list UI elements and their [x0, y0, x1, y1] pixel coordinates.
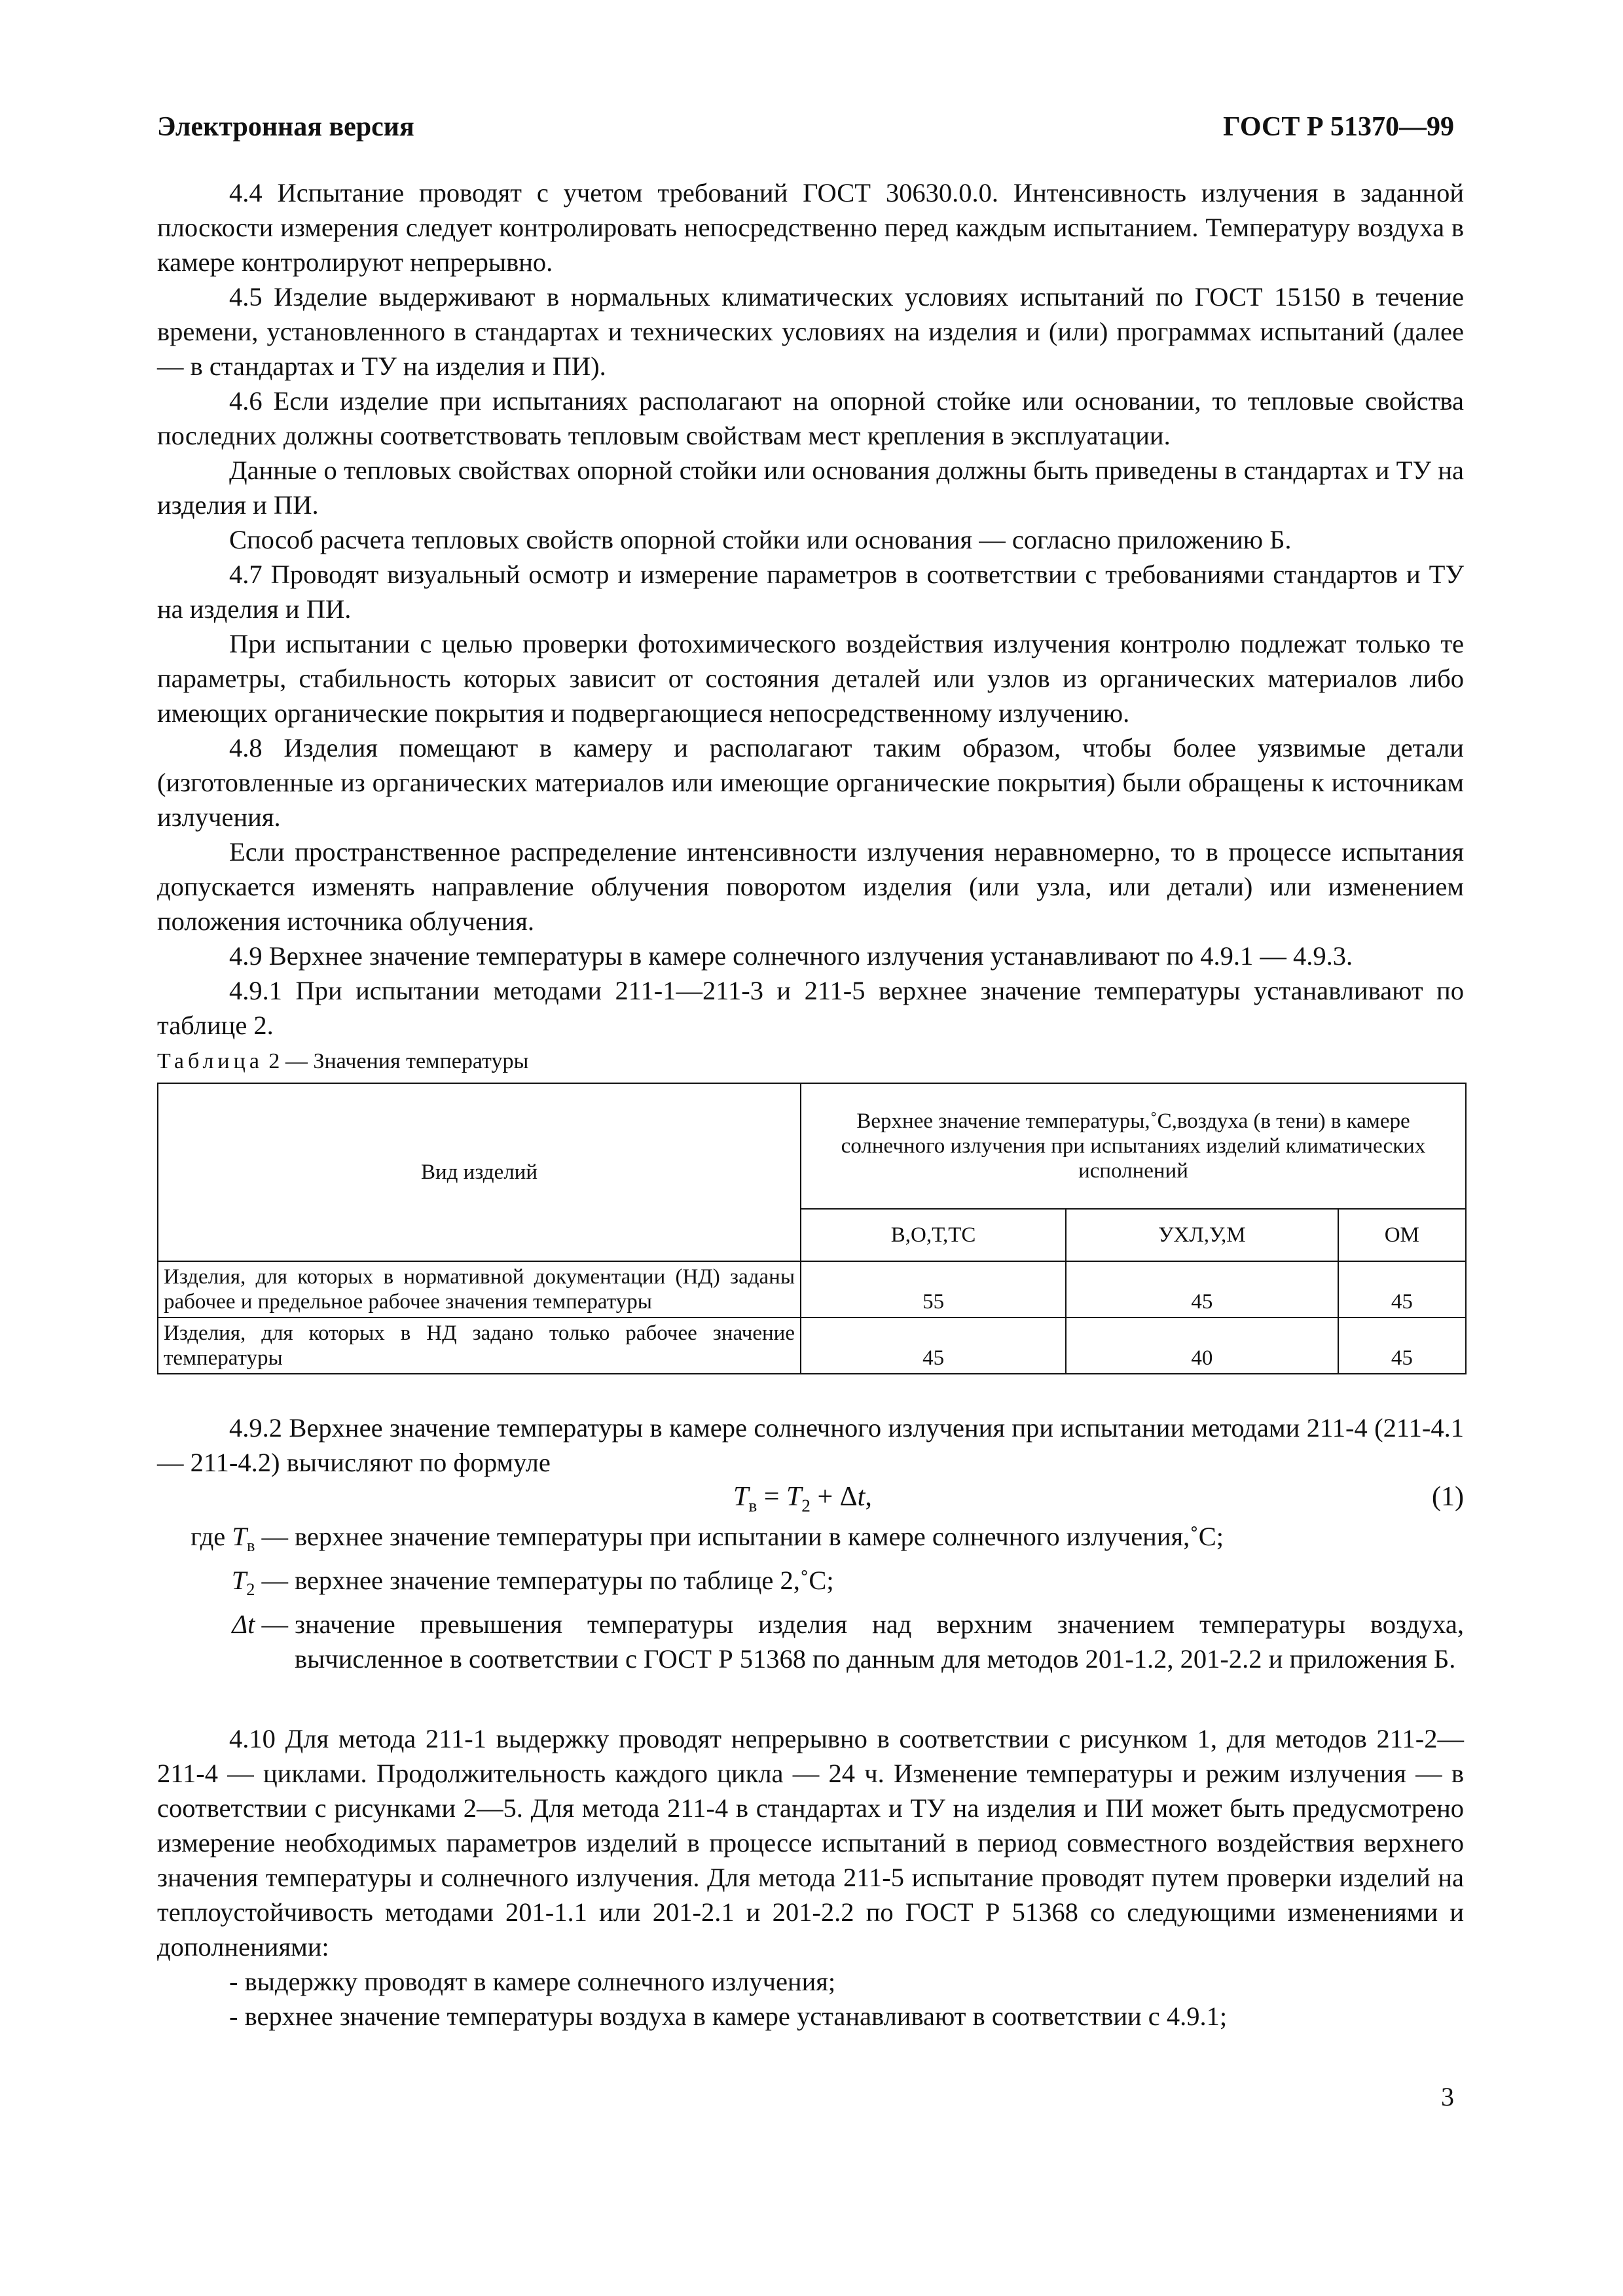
table-caption-word: Таблица	[157, 1049, 263, 1073]
text-block-top	[157, 175, 1464, 1043]
list-item: - выдержку проводят в камере солнечного излучения;	[229, 1967, 836, 1996]
row-kind: Изделия, для которых в нормативной документации (НД) заданы рабочее и предельное рабочее значения температуры	[158, 1261, 801, 1318]
where-text: значение превышения температуры изделия над верхним значением температуры воздуха, вычисленное в соответствии с ГОСТ Р 51368 по данным для методов 201-1.2, 201-2.2 и приложения Б.	[295, 1609, 1464, 1674]
row-value: 45	[801, 1318, 1066, 1374]
header-climate-col: УХЛ,У,М	[1066, 1209, 1338, 1261]
paragraph: 4.5 Изделие выдерживают в нормальных климатических условиях испытаний по ГОСТ 15150 в течение времени, установленного в стандартах и технических условиях на изделия и (или) программах испытаний (далее — в стандартах и ТУ на изделия и ПИ).	[157, 282, 1464, 381]
row-value: 40	[1066, 1318, 1338, 1374]
table-row	[158, 1261, 1466, 1318]
where-prefix: где	[191, 1522, 226, 1551]
formula-expression: $T_в = T_2 + \Delta t$,	[733, 1482, 872, 1516]
row-kind: Изделия, для которых в НД задано только рабочее значение температуры	[158, 1318, 801, 1374]
row-value: 45	[1338, 1318, 1466, 1374]
header-left: Электронная версия	[157, 112, 414, 142]
paragraph: 4.10 Для метода 211-1 выдержку проводят непрерывно в соответствии с рисунком 1, для методов 211-2—211-4 — циклами. Продолжительность каждого цикла — 24 ч. Изменение температуры и режим излучения — в соответствии с рисунками 2—5. Для метода 211-4 в стандартах и ТУ на изделия и ПИ может быть предусмотрено измерение необходимых параметров изделий в процессе испытаний в период совместного воздействия верхнего значения температуры и солнечного излучения. Для метода 211-5 испытание проводят путем проверки изделий на теплоустойчивость методами 201-1.1 или 201-2.1 и 201-2.2 по ГОСТ Р 51368 со следующими изменениями и дополнениями:	[157, 1724, 1464, 1962]
where-text: верхнее значение температуры при испытании в камере солнечного излучения,˚С;	[295, 1522, 1224, 1551]
page-number: 3	[1441, 2082, 1454, 2111]
paragraph: Если пространственное распределение интенсивности излучения неравномерно, то в процессе испытания допускается изменять направление облучения поворотом изделия (или узла, или детали) или изменением положения источника облучения.	[157, 837, 1464, 936]
paragraph: 4.9.2 Верхнее значение температуры в камере солнечного излучения при испытании методами 211-4 (211-4.1 — 211-4.2) вычисляют по формуле	[157, 1413, 1464, 1477]
paragraph: 4.9 Верхнее значение температуры в камере солнечного излучения устанавливают по 4.9.1 — 4.9.3.	[229, 941, 1353, 971]
paragraph: 4.6 Если изделие при испытаниях располагают на опорной стойке или основании, то тепловые свойства последних должны соответствовать тепловым свойствам мест крепления в эксплуатации.	[157, 386, 1464, 450]
where-text: верхнее значение температуры по таблице 2,˚С;	[295, 1566, 834, 1596]
paragraph: 4.4 Испытание проводят с учетом требований ГОСТ 30630.0.0. Интенсивность излучения в заданной плоскости измерения следует контролировать непосредственно перед каждым испытанием. Температуру воздуха в камере контролируют непрерывно.	[157, 178, 1464, 277]
where-item: где $T_в$ — верхнее значение температуры при испытании в камере солнечного излучения,˚С;	[157, 1519, 1464, 1563]
row-value: 55	[801, 1261, 1066, 1318]
table-row	[158, 1318, 1466, 1374]
list-item: - верхнее значение температуры воздуха в камере устанавливают в соответствии с 4.9.1;	[229, 2001, 1228, 2031]
paragraph: 4.8 Изделия помещают в камеру и располагают таким образом, чтобы более уязвимые детали (изготовленные из органических материалов или имеющие органические покрытия) были обращены к источникам излучения.	[157, 733, 1464, 832]
paragraph: Способ расчета тепловых свойств опорной стойки или основания — согласно приложению Б.	[229, 525, 1292, 554]
paragraph: 4.7 Проводят визуальный осмотр и измерение параметров в соответствии с требованиями стандартов и ТУ на изделия и ПИ.	[157, 560, 1464, 624]
table-caption	[157, 1049, 528, 1074]
where-item: Δt — значение превышения температуры изделия над верхним значением температуры воздуха, вычисленное в соответствии с ГОСТ Р 51368 по данным для методов 201-1.2, 201-2.2 и приложения Б.	[157, 1607, 1464, 1676]
paragraph: При испытании с целью проверки фотохимического воздействия излучения контролю подлежат только те параметры, стабильность которых зависит от состояния деталей или узлов из органических материалов либо имеющих органические покрытия и подвергающиеся непосредственному излучению.	[157, 629, 1464, 728]
row-value: 45	[1066, 1261, 1338, 1318]
where-item: $T_2$ — верхнее значение температуры по таблице 2,˚С;	[157, 1563, 1464, 1607]
header-right: ГОСТ Р 51370—99	[1223, 112, 1454, 142]
formula-block	[157, 1410, 1464, 1676]
table-caption-title: 2 — Значения температуры	[263, 1049, 529, 1073]
row-value: 45	[1338, 1261, 1466, 1318]
text-block-bottom	[157, 1721, 1464, 2034]
formula-number: (1)	[1432, 1482, 1464, 1512]
temperature-table	[157, 1083, 1467, 1374]
header-climate-col: В,О,Т,ТС	[801, 1209, 1066, 1261]
header-temperature-group: Верхнее значение температуры,˚С,воздуха (в тени) в камере солнечного излучения при испытаниях изделий климатических исполнений	[801, 1083, 1466, 1209]
paragraph: Данные о тепловых свойствах опорной стойки или основания должны быть приведены в стандартах и ТУ на изделия и ПИ.	[157, 456, 1464, 520]
header-kind: Вид изделий	[158, 1083, 801, 1261]
paragraph: 4.9.1 При испытании методами 211-1—211-3 и 211-5 верхнее значение температуры устанавливают по таблице 2.	[157, 976, 1464, 1040]
formula	[157, 1480, 1464, 1519]
header-climate-col: ОМ	[1338, 1209, 1466, 1261]
